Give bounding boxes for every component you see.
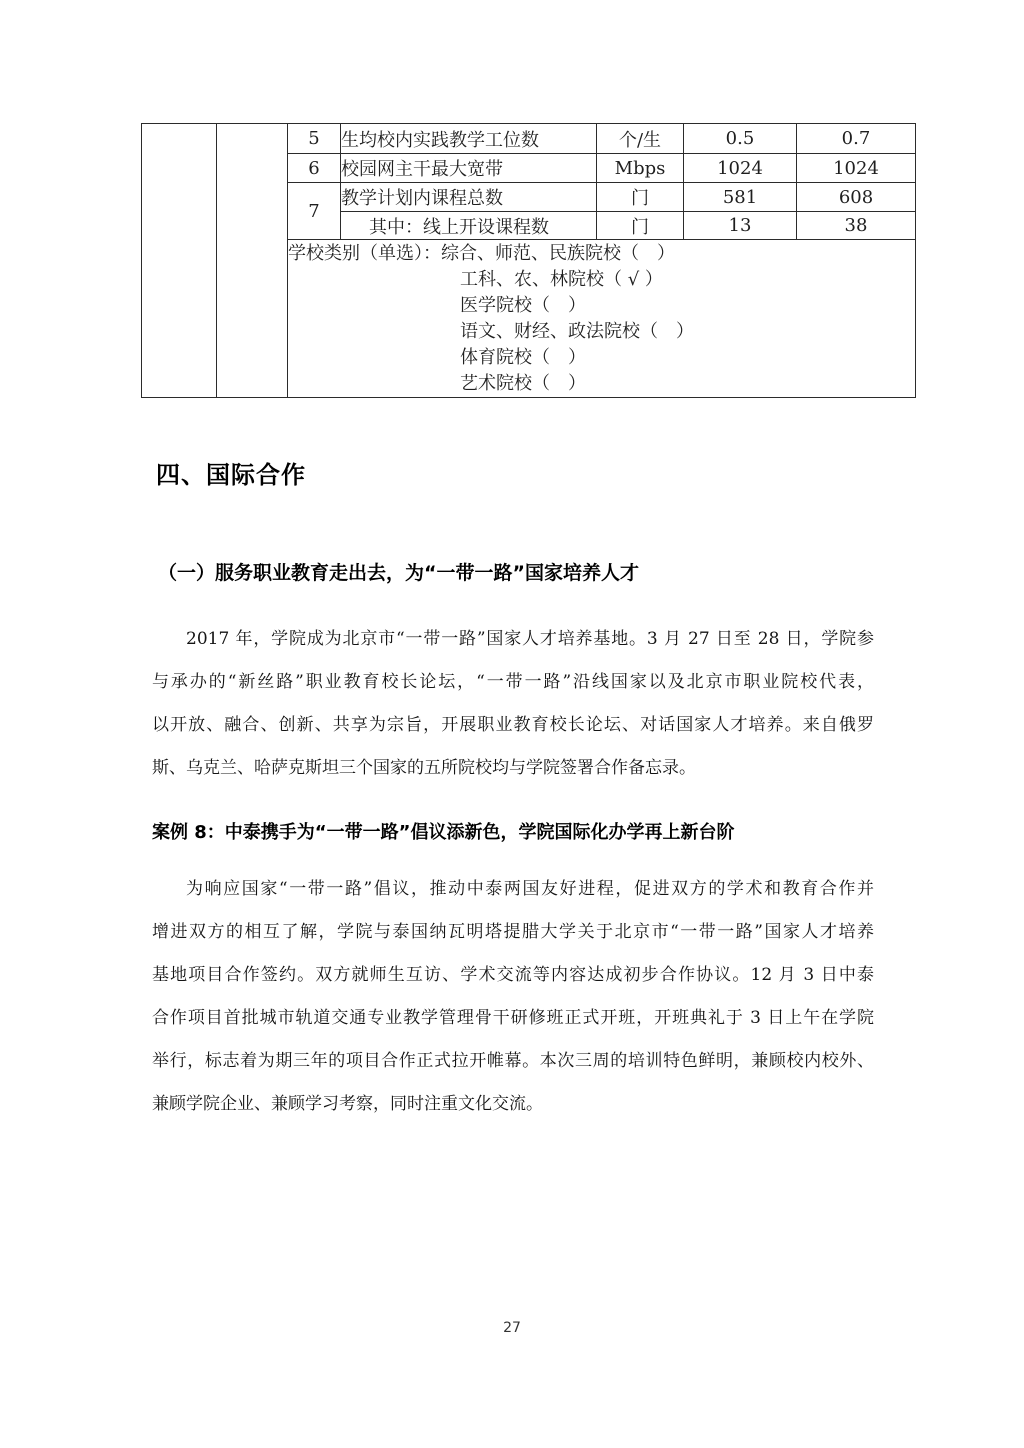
indicator-name: 其中：线上开设课程数 xyxy=(341,212,597,240)
paragraph-line: 基地项目合作签约。双方就师生互访、学术交流等内容达成初步合作协议。12 月 3 日中泰 xyxy=(152,965,874,985)
value-prev: 0.5 xyxy=(684,124,797,154)
indicator-unit: 门 xyxy=(597,212,684,240)
indicator-name: 生均校内实践教学工位数 xyxy=(341,124,597,154)
paragraph-line: 举行，标志着为期三年的项目合作正式拉开帷幕。本次三周的培训特色鲜明，兼顾校内校外、 xyxy=(152,1051,874,1071)
page-number: 27 xyxy=(503,1320,521,1336)
paragraph xyxy=(152,868,874,1126)
paragraph-line: 2017 年，学院成为北京市“一带一路”国家人才培养基地。3 月 27 日至 28 日，学院参 xyxy=(186,629,874,649)
school-category-cell xyxy=(288,240,916,398)
indicator-unit: Mbps xyxy=(597,154,684,183)
paragraph-line: 以开放、融合、创新、共享为宗旨，开展职业教育校长论坛、对话国家人才培养。来自俄罗 xyxy=(152,715,874,735)
subsection-heading: （一）服务职业教育走出去，为“一带一路”国家培养人才 xyxy=(158,562,639,584)
row-number: 5 xyxy=(288,124,341,154)
row-number: 6 xyxy=(288,154,341,183)
indicator-unit: 门 xyxy=(597,183,684,212)
paragraph-line: 为响应国家“一带一路”倡议，推动中泰两国友好进程，促进双方的学术和教育合作并 xyxy=(186,879,874,899)
category-option: 艺术院校（ ） xyxy=(460,372,586,394)
category-line xyxy=(288,241,915,267)
paragraph-line: 合作项目首批城市轨道交通专业教学管理骨干研修班正式开班，开班典礼于 3 日上午在学院 xyxy=(152,1008,874,1028)
category-option: 体育院校（ ） xyxy=(460,346,586,368)
value-prev: 1024 xyxy=(684,154,797,183)
value-curr: 608 xyxy=(797,183,916,212)
indicator-unit: 个/生 xyxy=(597,124,684,154)
paragraph xyxy=(152,618,874,790)
value-curr: 1024 xyxy=(797,154,916,183)
case-heading: 案例 8：中泰携手为“一带一路”倡议添新色，学院国际化办学再上新台阶 xyxy=(152,822,735,843)
value-prev: 581 xyxy=(684,183,797,212)
section-heading: 四、国际合作 xyxy=(156,461,306,489)
table-left-empty-cell xyxy=(142,124,217,398)
indicator-name: 教学计划内课程总数 xyxy=(341,183,597,212)
indicator-table xyxy=(141,123,916,398)
category-option: 医学院校（ ） xyxy=(460,294,586,316)
category-option: 综合、师范、民族院校（ ） xyxy=(441,242,675,264)
value-prev: 13 xyxy=(684,212,797,240)
table-row xyxy=(142,124,916,154)
indicator-name: 校园网主干最大宽带 xyxy=(341,154,597,183)
paragraph-line: 增进双方的相互了解，学院与泰国纳瓦明塔提腊大学关于北京市“一带一路”国家人才培养 xyxy=(152,922,874,942)
value-curr: 38 xyxy=(797,212,916,240)
row-number: 7 xyxy=(288,183,341,240)
value-curr: 0.7 xyxy=(797,124,916,154)
table-left-empty-cell xyxy=(217,124,288,398)
paragraph-line: 斯、乌克兰、哈萨克斯坦三个国家的五所院校均与学院签署合作备忘录。 xyxy=(152,758,696,778)
paragraph-line: 与承办的“新丝路”职业教育校长论坛，“一带一路”沿线国家以及北京市职业院校代表， xyxy=(152,672,874,692)
category-option: 工科、农、林院校（ √ ） xyxy=(460,268,663,290)
paragraph-line: 兼顾学院企业、兼顾学习考察，同时注重文化交流。 xyxy=(152,1094,543,1114)
category-option: 语文、财经、政法院校（ ） xyxy=(460,320,694,342)
category-label: 学校类别（单选）： xyxy=(288,242,441,264)
